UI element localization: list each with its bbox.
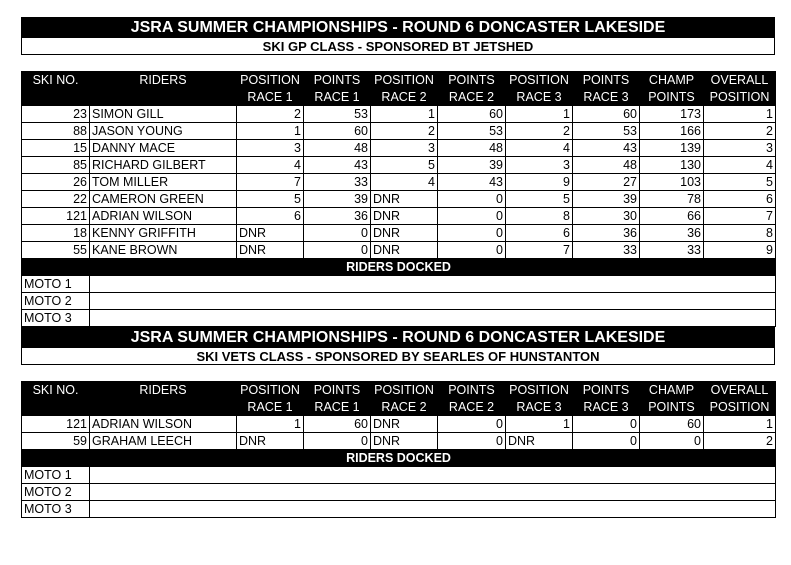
column-header-overall-position: OVERALL	[704, 72, 776, 89]
cell-position-race-1: 7	[237, 174, 304, 191]
cell-overall-position: 2	[704, 123, 776, 140]
cell-points-race-3: 0	[573, 433, 640, 450]
cell-position-race-2: 5	[371, 157, 438, 174]
cell-points-race-1: 60	[304, 416, 371, 433]
cell-points-race-3: 27	[573, 174, 640, 191]
cell-rider: ADRIAN WILSON	[90, 416, 237, 433]
cell-overall-position: 8	[704, 225, 776, 242]
column-header-position-race-2: RACE 2	[371, 399, 438, 416]
moto-entry	[90, 501, 776, 518]
table-row	[22, 106, 776, 123]
cell-position-race-3: 6	[506, 225, 573, 242]
table-row	[22, 208, 776, 225]
column-header-overall-position: OVERALL	[704, 382, 776, 399]
table-row	[22, 174, 776, 191]
column-header-rider: RIDERS	[90, 382, 237, 399]
column-header-champ-points: CHAMP	[640, 382, 704, 399]
riders-docked-heading: RIDERS DOCKED	[22, 450, 776, 467]
cell-position-race-1: 4	[237, 157, 304, 174]
cell-champ-points: 36	[640, 225, 704, 242]
cell-points-race-3: 39	[573, 191, 640, 208]
column-header-points-race-1: RACE 1	[304, 89, 371, 106]
column-header-points-race-3: POINTS	[573, 382, 640, 399]
moto-row	[22, 467, 776, 484]
moto-entry	[90, 467, 776, 484]
cell-rider: TOM MILLER	[90, 174, 237, 191]
moto-row	[22, 310, 776, 327]
column-header-champ-points: CHAMP	[640, 72, 704, 89]
cell-points-race-1: 60	[304, 123, 371, 140]
column-header-position-race-3: RACE 3	[506, 399, 573, 416]
moto-row	[22, 293, 776, 310]
cell-points-race-1: 33	[304, 174, 371, 191]
cell-position-race-3: 2	[506, 123, 573, 140]
moto-label: MOTO 3	[22, 310, 90, 327]
moto-row	[22, 276, 776, 293]
cell-position-race-2: DNR	[371, 208, 438, 225]
table-row	[22, 433, 776, 450]
column-header-points-race-3: RACE 3	[573, 399, 640, 416]
riders-docked-row	[22, 450, 776, 467]
column-header-position-race-1: RACE 1	[237, 89, 304, 106]
cell-champ-points: 173	[640, 106, 704, 123]
cell-points-race-1: 48	[304, 140, 371, 157]
cell-rider: JASON YOUNG	[90, 123, 237, 140]
column-header-rider	[90, 89, 237, 106]
cell-champ-points: 139	[640, 140, 704, 157]
table-row	[22, 225, 776, 242]
cell-overall-position: 2	[704, 433, 776, 450]
cell-overall-position: 9	[704, 242, 776, 259]
cell-position-race-2: DNR	[371, 433, 438, 450]
column-header-rider: RIDERS	[90, 72, 237, 89]
cell-position-race-3: DNR	[506, 433, 573, 450]
column-header-ski-no: SKI NO.	[22, 72, 90, 89]
cell-position-race-2: DNR	[371, 242, 438, 259]
header-row	[22, 89, 776, 106]
results-sheet	[21, 17, 775, 518]
cell-champ-points: 60	[640, 416, 704, 433]
section2-docked	[22, 450, 776, 518]
cell-overall-position: 6	[704, 191, 776, 208]
cell-ski-no: 18	[22, 225, 90, 242]
cell-points-race-2: 53	[438, 123, 506, 140]
cell-points-race-1: 0	[304, 242, 371, 259]
cell-ski-no: 121	[22, 208, 90, 225]
cell-position-race-3: 3	[506, 157, 573, 174]
cell-points-race-3: 30	[573, 208, 640, 225]
cell-ski-no: 85	[22, 157, 90, 174]
table-row	[22, 140, 776, 157]
column-header-points-race-1: RACE 1	[304, 399, 371, 416]
column-header-position-race-1: POSITION	[237, 72, 304, 89]
moto-row	[22, 484, 776, 501]
cell-points-race-2: 48	[438, 140, 506, 157]
moto-label: MOTO 1	[22, 467, 90, 484]
cell-points-race-3: 36	[573, 225, 640, 242]
table-row	[22, 157, 776, 174]
cell-overall-position: 1	[704, 416, 776, 433]
column-header-champ-points: POINTS	[640, 399, 704, 416]
section2-subtitle: SKI VETS CLASS - SPONSORED BY SEARLES OF HUNSTANTON	[21, 347, 775, 365]
cell-position-race-1: 3	[237, 140, 304, 157]
cell-ski-no: 23	[22, 106, 90, 123]
column-header-position-race-1: RACE 1	[237, 399, 304, 416]
cell-rider: RICHARD GILBERT	[90, 157, 237, 174]
cell-points-race-2: 0	[438, 242, 506, 259]
cell-points-race-2: 39	[438, 157, 506, 174]
header-row	[22, 399, 776, 416]
cell-position-race-1: 2	[237, 106, 304, 123]
cell-ski-no: 59	[22, 433, 90, 450]
cell-position-race-3: 4	[506, 140, 573, 157]
cell-rider: DANNY MACE	[90, 140, 237, 157]
header-row	[22, 382, 776, 399]
cell-position-race-3: 5	[506, 191, 573, 208]
cell-position-race-2: 1	[371, 106, 438, 123]
cell-champ-points: 33	[640, 242, 704, 259]
column-header-champ-points: POINTS	[640, 89, 704, 106]
moto-entry	[90, 484, 776, 501]
cell-position-race-1: 5	[237, 191, 304, 208]
riders-docked-heading: RIDERS DOCKED	[22, 259, 776, 276]
cell-rider: GRAHAM LEECH	[90, 433, 237, 450]
cell-position-race-1: 6	[237, 208, 304, 225]
cell-points-race-3: 48	[573, 157, 640, 174]
cell-position-race-2: 4	[371, 174, 438, 191]
section1-header	[22, 72, 776, 106]
cell-points-race-3: 60	[573, 106, 640, 123]
moto-label: MOTO 1	[22, 276, 90, 293]
column-header-points-race-3: RACE 3	[573, 89, 640, 106]
column-header-points-race-2: RACE 2	[438, 399, 506, 416]
column-header-ski-no	[22, 89, 90, 106]
cell-points-race-3: 43	[573, 140, 640, 157]
table-row	[22, 191, 776, 208]
cell-position-race-1: DNR	[237, 433, 304, 450]
table-row	[22, 123, 776, 140]
cell-position-race-2: DNR	[371, 191, 438, 208]
cell-points-race-1: 0	[304, 433, 371, 450]
cell-ski-no: 88	[22, 123, 90, 140]
cell-points-race-1: 43	[304, 157, 371, 174]
cell-points-race-1: 53	[304, 106, 371, 123]
column-header-position-race-2: POSITION	[371, 72, 438, 89]
cell-rider: SIMON GILL	[90, 106, 237, 123]
cell-champ-points: 66	[640, 208, 704, 225]
cell-points-race-2: 0	[438, 433, 506, 450]
cell-points-race-3: 53	[573, 123, 640, 140]
cell-points-race-1: 0	[304, 225, 371, 242]
spacer	[21, 365, 775, 381]
section2-title: JSRA SUMMER CHAMPIONSHIPS - ROUND 6 DONCASTER LAKESIDE	[21, 327, 775, 347]
cell-points-race-1: 39	[304, 191, 371, 208]
cell-points-race-2: 60	[438, 106, 506, 123]
column-header-ski-no	[22, 399, 90, 416]
column-header-points-race-1: POINTS	[304, 72, 371, 89]
section1-subtitle: SKI GP CLASS - SPONSORED BT JETSHED	[21, 37, 775, 55]
column-header-rider	[90, 399, 237, 416]
section1-rows	[22, 106, 776, 259]
cell-points-race-2: 0	[438, 225, 506, 242]
column-header-points-race-2: RACE 2	[438, 89, 506, 106]
cell-position-race-2: DNR	[371, 225, 438, 242]
cell-position-race-2: 3	[371, 140, 438, 157]
cell-position-race-3: 7	[506, 242, 573, 259]
cell-position-race-3: 8	[506, 208, 573, 225]
moto-entry	[90, 293, 776, 310]
cell-points-race-3: 0	[573, 416, 640, 433]
cell-position-race-1: DNR	[237, 242, 304, 259]
cell-champ-points: 166	[640, 123, 704, 140]
column-header-position-race-2: POSITION	[371, 382, 438, 399]
column-header-points-race-3: POINTS	[573, 72, 640, 89]
section1-title: JSRA SUMMER CHAMPIONSHIPS - ROUND 6 DONCASTER LAKESIDE	[21, 17, 775, 37]
cell-points-race-2: 0	[438, 416, 506, 433]
cell-overall-position: 4	[704, 157, 776, 174]
cell-rider: CAMERON GREEN	[90, 191, 237, 208]
cell-overall-position: 1	[704, 106, 776, 123]
cell-rider: ADRIAN WILSON	[90, 208, 237, 225]
cell-champ-points: 0	[640, 433, 704, 450]
cell-position-race-3: 9	[506, 174, 573, 191]
cell-rider: KANE BROWN	[90, 242, 237, 259]
cell-position-race-2: DNR	[371, 416, 438, 433]
section1-results-table	[21, 71, 776, 327]
cell-position-race-1: DNR	[237, 225, 304, 242]
cell-position-race-1: 1	[237, 123, 304, 140]
cell-ski-no: 121	[22, 416, 90, 433]
cell-rider: KENNY GRIFFITH	[90, 225, 237, 242]
column-header-points-race-2: POINTS	[438, 72, 506, 89]
cell-champ-points: 78	[640, 191, 704, 208]
cell-overall-position: 3	[704, 140, 776, 157]
moto-entry	[90, 276, 776, 293]
table-row	[22, 242, 776, 259]
column-header-overall-position: POSITION	[704, 399, 776, 416]
cell-points-race-2: 43	[438, 174, 506, 191]
table-row	[22, 416, 776, 433]
cell-points-race-1: 36	[304, 208, 371, 225]
cell-overall-position: 7	[704, 208, 776, 225]
moto-row	[22, 501, 776, 518]
column-header-position-race-3: POSITION	[506, 382, 573, 399]
column-header-ski-no: SKI NO.	[22, 382, 90, 399]
section2-results-table	[21, 381, 776, 518]
spacer	[21, 55, 775, 71]
column-header-position-race-2: RACE 2	[371, 89, 438, 106]
column-header-position-race-3: RACE 3	[506, 89, 573, 106]
moto-label: MOTO 2	[22, 293, 90, 310]
moto-entry	[90, 310, 776, 327]
column-header-position-race-3: POSITION	[506, 72, 573, 89]
moto-label: MOTO 3	[22, 501, 90, 518]
cell-points-race-2: 0	[438, 208, 506, 225]
section2-rows	[22, 416, 776, 450]
column-header-position-race-1: POSITION	[237, 382, 304, 399]
cell-position-race-3: 1	[506, 416, 573, 433]
header-row	[22, 72, 776, 89]
riders-docked-row	[22, 259, 776, 276]
section1-docked	[22, 259, 776, 327]
cell-points-race-3: 33	[573, 242, 640, 259]
cell-ski-no: 22	[22, 191, 90, 208]
cell-ski-no: 15	[22, 140, 90, 157]
cell-champ-points: 103	[640, 174, 704, 191]
cell-ski-no: 55	[22, 242, 90, 259]
cell-position-race-2: 2	[371, 123, 438, 140]
cell-ski-no: 26	[22, 174, 90, 191]
cell-champ-points: 130	[640, 157, 704, 174]
cell-position-race-3: 1	[506, 106, 573, 123]
cell-points-race-2: 0	[438, 191, 506, 208]
column-header-overall-position: POSITION	[704, 89, 776, 106]
section2-header	[22, 382, 776, 416]
cell-position-race-1: 1	[237, 416, 304, 433]
cell-overall-position: 5	[704, 174, 776, 191]
moto-label: MOTO 2	[22, 484, 90, 501]
column-header-points-race-1: POINTS	[304, 382, 371, 399]
column-header-points-race-2: POINTS	[438, 382, 506, 399]
